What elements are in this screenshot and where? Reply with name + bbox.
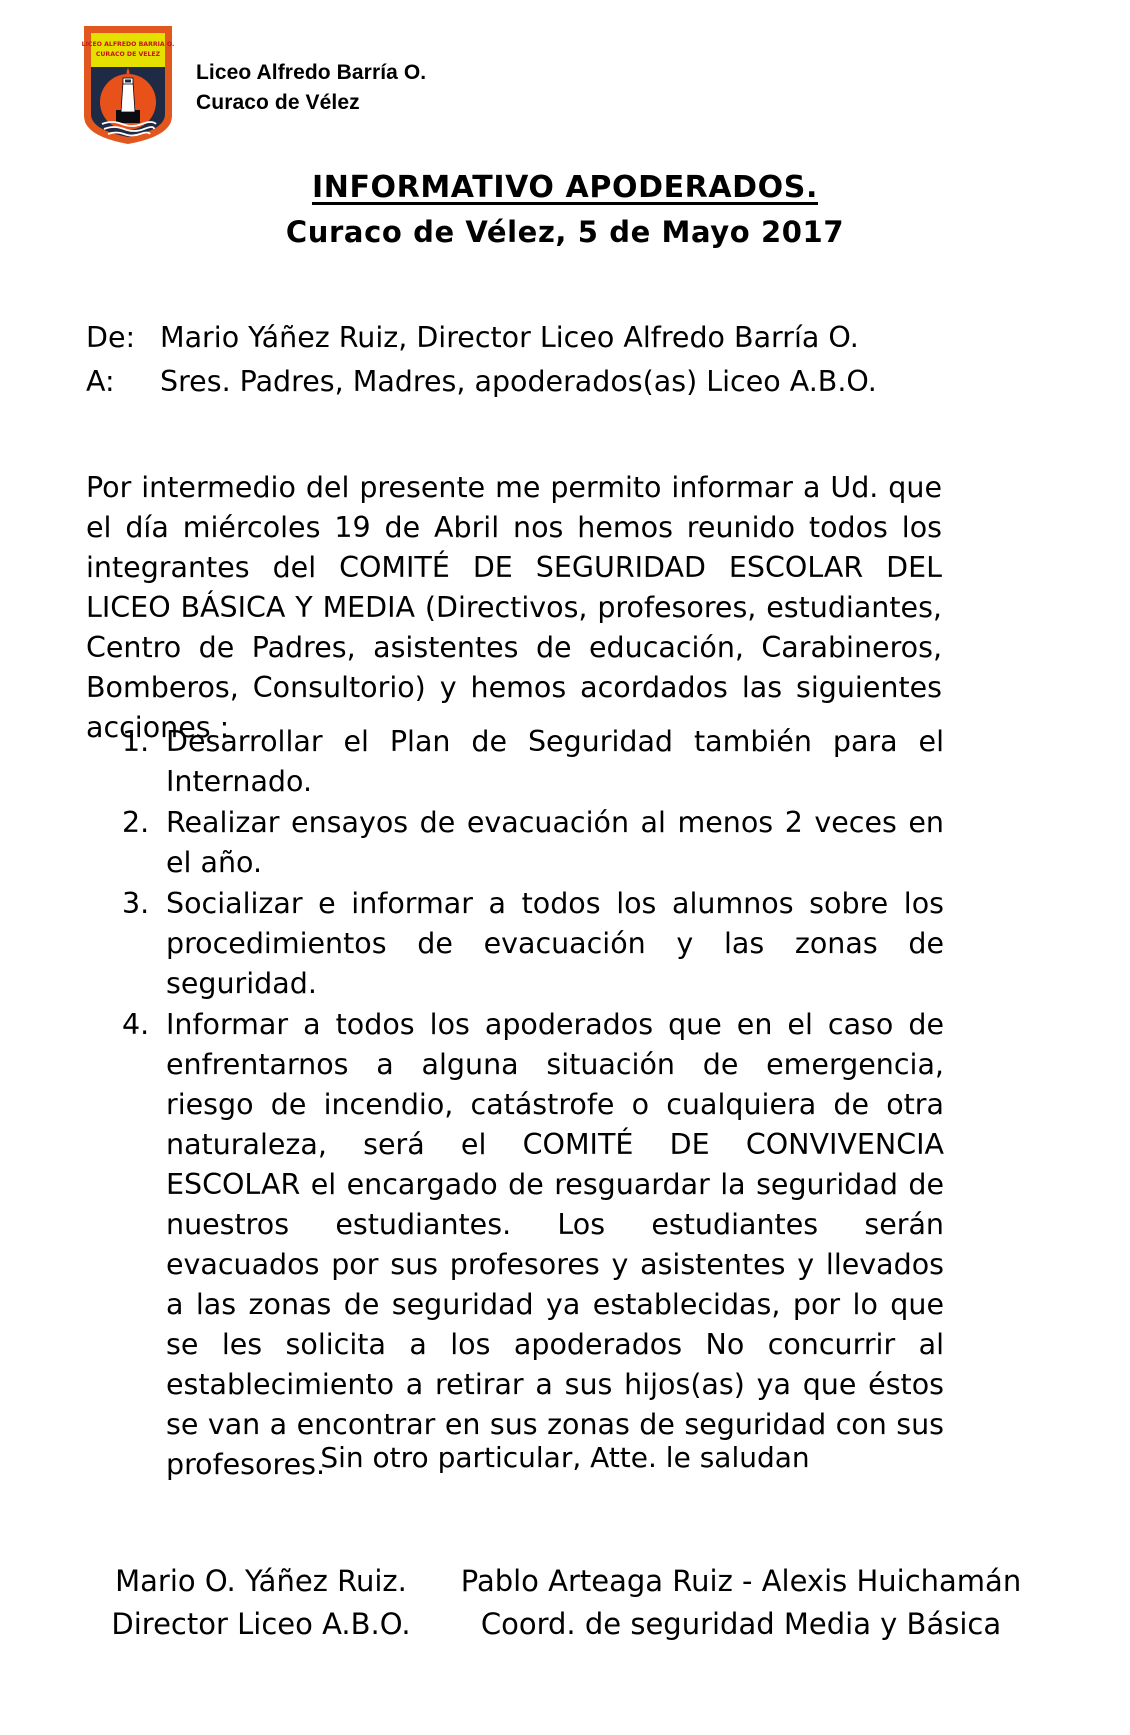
list-item: Informar a todos los apoderados que en el caso de enfrentarnos a alguna situación de emergencia, riesgo de incendio, catástrofe o cualquiera de otra naturaleza, será el COMITÉ DE CONVIVENCIA ESCOLAR el encargado de resguardar la seguridad de nuestros estudiantes. Los estudiantes serán evacuados por sus profesores y asistentes y llevados a las zonas de seguridad ya establecidas, por lo que se les solicita a los apoderados No concurrir al establecimiento a retirar a sus hijos(as) ya que éstos se van a encontrar en sus zonas de seguridad con sus profesores. [166, 1008, 944, 1481]
school-name-line-2: Curaco de Vélez [196, 91, 360, 115]
school-crest-logo [82, 24, 174, 146]
signature-right [436, 1560, 1046, 1646]
signature-right-role: Coord. de seguridad Media y Básica [480, 1607, 1002, 1641]
signature-left [86, 1560, 436, 1646]
signature-left-role: Director Liceo A.B.O. [111, 1607, 411, 1641]
from-value: Mario Yáñez Ruiz, Director Liceo Alfredo Barría O. [160, 321, 859, 354]
list-item: Socializar e informar a todos los alumnos sobre los procedimientos de evacuación y las zonas de seguridad. [166, 887, 944, 1000]
crest-icon [82, 24, 174, 146]
document-title: INFORMATIVO APODERADOS. [311, 170, 818, 205]
to-label: A: [86, 365, 115, 398]
from-label: De: [86, 321, 136, 354]
title-block [0, 170, 1130, 249]
actions-list [118, 722, 944, 1485]
closing-line: Sin otro particular, Atte. le saludan [320, 1441, 810, 1474]
letterhead [0, 24, 1130, 146]
from-row [86, 316, 1046, 360]
body-block [86, 468, 942, 748]
letter-meta [86, 316, 1046, 404]
svg-text:CURACO DE VELEZ: CURACO DE VELEZ [95, 51, 161, 58]
list-item: Realizar ensayos de evacuación al menos 2 veces en el año. [166, 806, 944, 879]
to-value: Sres. Padres, Madres, apoderados(as) Liceo A.B.O. [160, 365, 877, 398]
signature-left-name: Mario O. Yáñez Ruiz. [115, 1564, 407, 1598]
to-row [86, 360, 1046, 404]
school-name-block [196, 58, 426, 119]
school-name-line-1: Liceo Alfredo Barría O. [196, 61, 427, 84]
signature-right-name: Pablo Arteaga Ruiz - Alexis Huichamán [460, 1564, 1022, 1598]
list-item: Desarrollar el Plan de Seguridad también para el Internado. [166, 725, 944, 798]
actions-list-block [118, 722, 944, 1486]
document-subtitle: Curaco de Vélez, 5 de Mayo 2017 [285, 215, 845, 249]
svg-text:LICEO ALFREDO BARRIA O.: LICEO ALFREDO BARRIA O. [82, 41, 174, 48]
intro-paragraph: Por intermedio del presente me permito informar a Ud. que el día miércoles 19 de Abril nos hemos reunido todos los integrantes del COMITÉ DE SEGURIDAD ESCOLAR DEL LICEO BÁSICA Y MEDIA (Directivos, profesores, estudiantes, Centro de Padres, asistentes de educación, Carabineros, Bomberos, Consultorio) y hemos acordados las siguientes acciones : [86, 471, 942, 744]
signature-block [86, 1560, 1046, 1646]
